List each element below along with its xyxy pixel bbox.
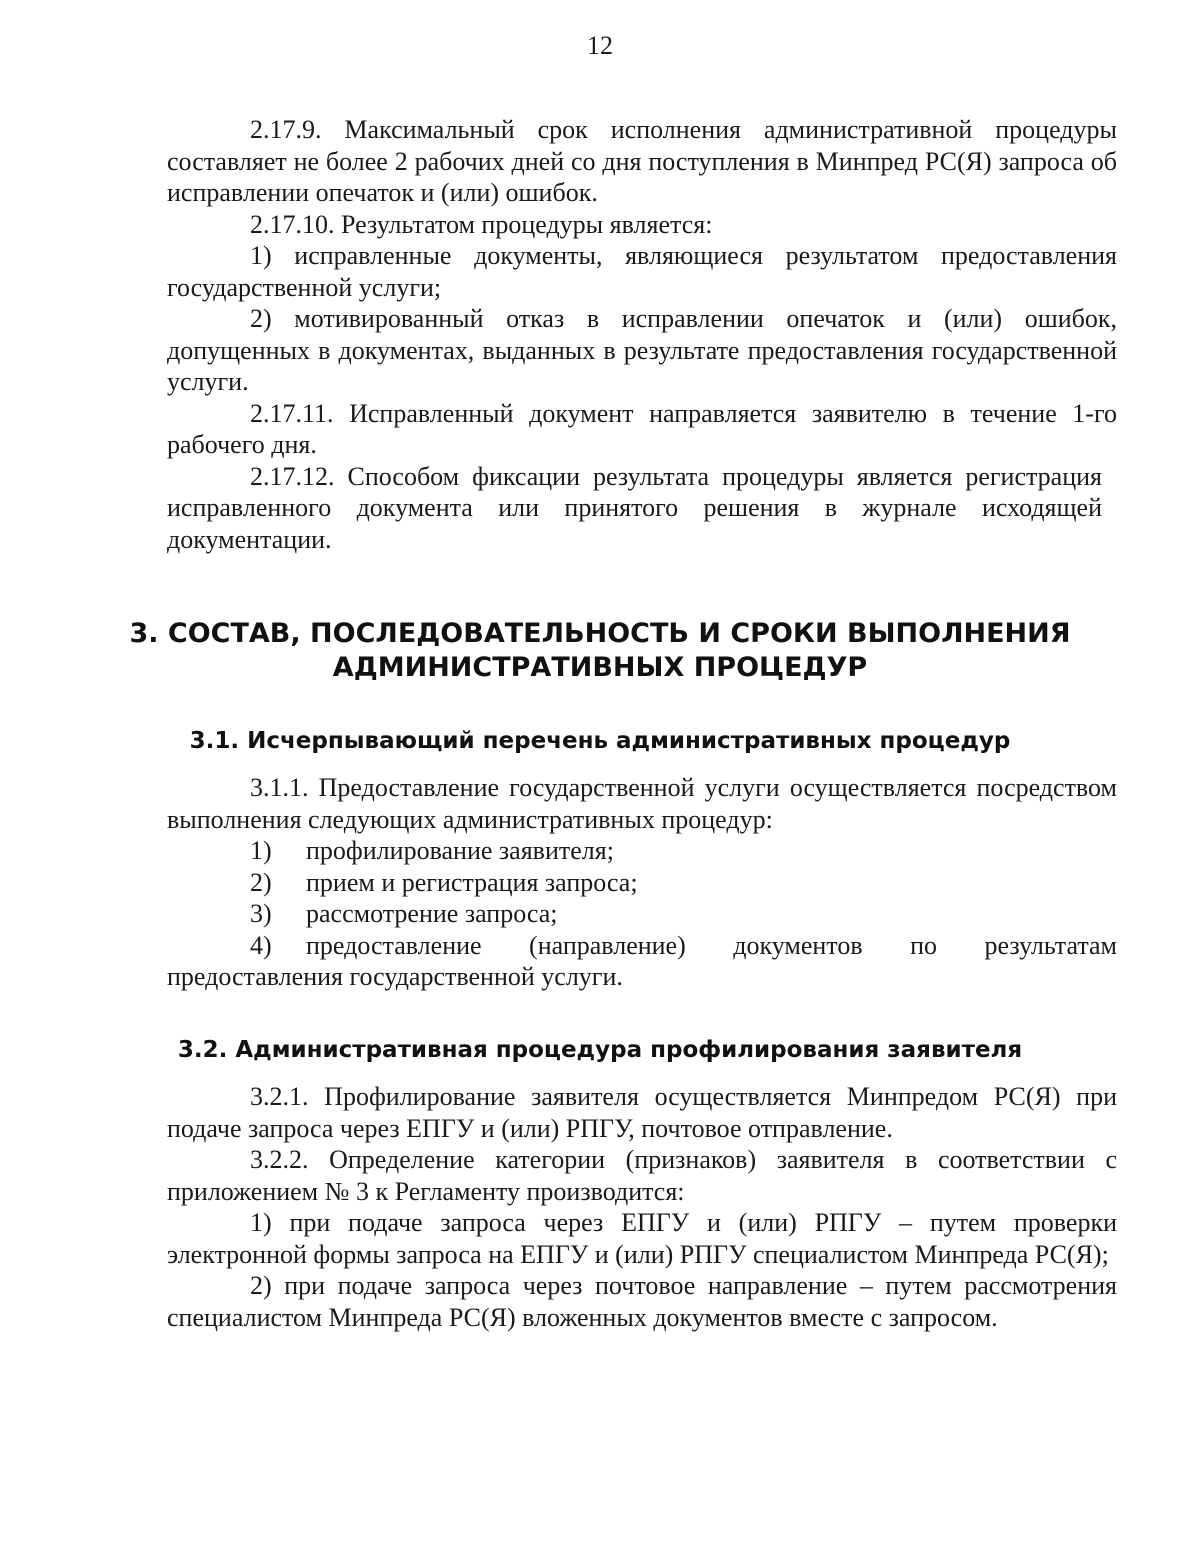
paragraph-3-2-2-item-1: 1) при подаче запроса через ЕПГУ и (или) РПГУ – путем проверки электронной формы запроса на ЕПГУ и (или) РПГУ специалистом Минпреда РС(Я); xyxy=(167,1208,1117,1269)
list-item-text: предоставление (направление) документов по результатам предоставления государственной услуги. xyxy=(167,930,1117,991)
section-3-1 xyxy=(167,772,1117,993)
paragraph-2-17-10-item-2: 2) мотивированный отказ в исправлении опечаток и (или) ошибок, допущенных в документах, выданных в результате предоставления государственной услуги. xyxy=(167,304,1117,396)
section-3-2 xyxy=(167,1081,1117,1333)
section-3-title xyxy=(0,617,1200,685)
paragraph-2-17-10: 2.17.10. Результатом процедуры является: xyxy=(250,209,713,239)
paragraph-2-17-9: 2.17.9. Максимальный срок исполнения административной процедуры составляет не более 2 рабочих дней со дня поступления в Минпред РС(Я) запроса об исправлении опечаток и (или) ошибок. xyxy=(167,115,1117,207)
list-item xyxy=(167,930,1117,993)
paragraph-3-2-2: 3.2.2. Определение категории (признаков) заявителя в соответствии с приложением № 3 к Регламенту производится: xyxy=(167,1145,1117,1206)
list-item-number: 1) xyxy=(250,836,272,865)
paragraph-3-2-2-item-2: 2) при подаче запроса через почтовое направление – путем рассмотрения специалистом Минпреда РС(Я) вложенных документов вместе с запросом. xyxy=(167,1271,1117,1332)
list-item xyxy=(167,835,1117,867)
section-3-title-line-2: АДМИНИСТРАТИВНЫХ ПРОЦЕДУР xyxy=(332,652,868,683)
paragraph-2-17-10-item-1: 1) исправленные документы, являющиеся результатом предоставления государственной услуги; xyxy=(167,241,1117,302)
section-3-title-line-1: 3. СОСТАВ, ПОСЛЕДОВАТЕЛЬНОСТЬ И СРОКИ ВЫПОЛНЕНИЯ xyxy=(129,618,1071,649)
list-item-text: прием и регистрация запроса; xyxy=(306,867,638,897)
page-number: 12 xyxy=(587,31,613,60)
list-item-text: профилирование заявителя; xyxy=(306,836,614,865)
paragraph-2-17-11: 2.17.11. Исправленный документ направляется заявителю в течение 1-го рабочего дня. xyxy=(167,398,1117,459)
list-item xyxy=(167,898,1117,930)
paragraph-3-2-1: 3.2.1. Профилирование заявителя осуществляется Минпредом РС(Я) при подаче запроса через ЕПГУ и (или) РПГУ, почтовое отправление. xyxy=(167,1082,1117,1143)
list-item-text: рассмотрение запроса; xyxy=(306,899,558,928)
subsection-3-1-title: 3.1. Исчерпывающий перечень административных процедур xyxy=(189,728,1011,754)
subsection-3-2-title: 3.2. Административная процедура профилирования заявителя xyxy=(177,1037,1023,1063)
list-item xyxy=(167,867,1117,899)
paragraph-3-1-1: 3.1.1. Предоставление государственной услуги осуществляется посредством выполнения следующих административных процедур: xyxy=(167,773,1117,834)
paragraph-2-17-12: 2.17.12. Способом фиксации результата процедуры является регистрация исправленного документа или принятого решения в журнале исходящей документации. xyxy=(167,461,1102,554)
section-2-17 xyxy=(167,114,1117,555)
list-item-number: 2) xyxy=(250,867,272,897)
list-item-number: 4) xyxy=(250,930,272,960)
list-item-number: 3) xyxy=(250,899,272,928)
